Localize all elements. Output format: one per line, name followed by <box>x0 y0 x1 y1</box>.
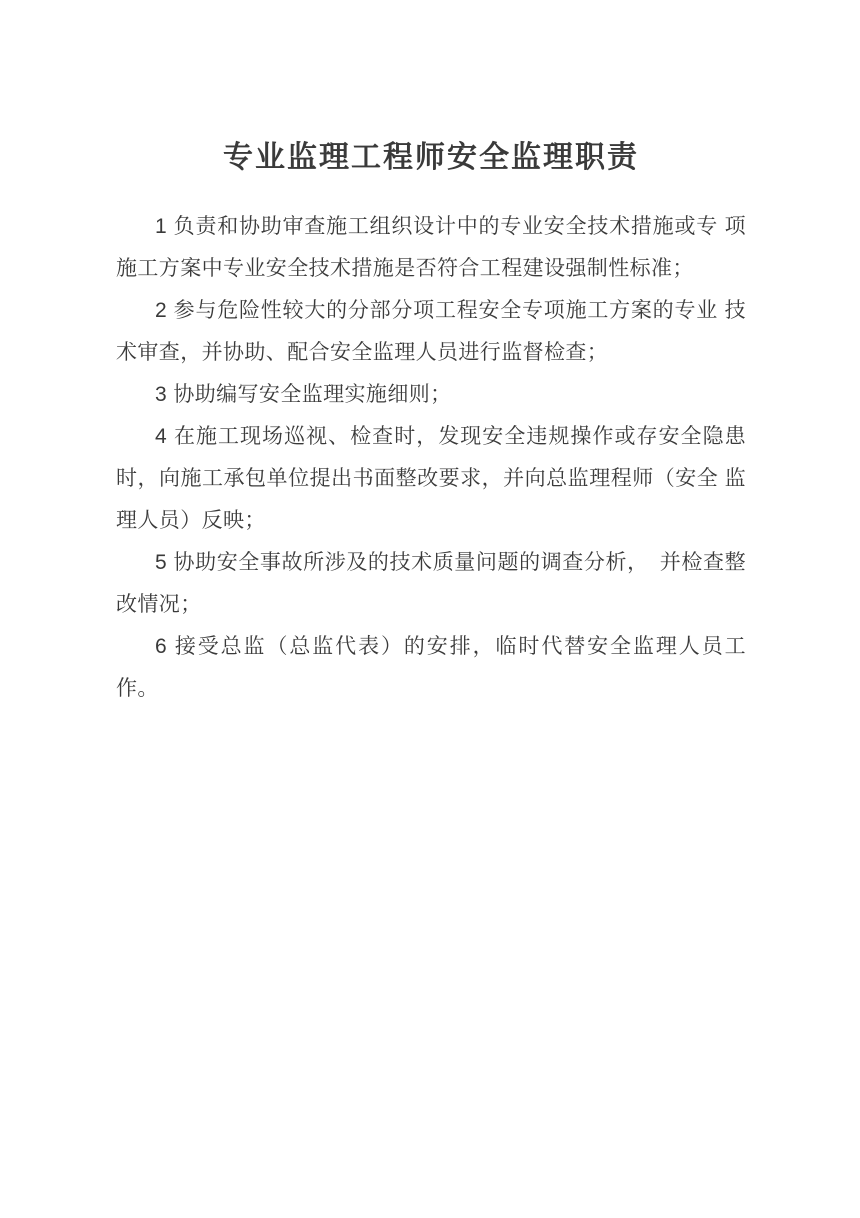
paragraph-2: 2 参与危险性较大的分部分项工程安全专项施工方案的专业 技术审查，并协助、配合安全监理人员进行监督检查； <box>116 299 746 364</box>
paragraph-4: 4 在施工现场巡视、检查时，发现安全违规操作或存安全隐患 时，向施工承包单位提出书面整改要求，并向总监理程师（安全 监理人员）反映； <box>116 425 753 532</box>
document-title: 专业监理工程师安全监理职责 <box>223 141 639 174</box>
paragraph-3: 3 协助编写安全监理实施细则； <box>155 383 452 406</box>
paragraph-1: 1 负责和协助审查施工组织设计中的专业安全技术措施或专 项施工方案中专业安全技术措施是否符合工程建设强制性标准； <box>116 215 746 280</box>
paragraph-5: 5 协助安全事故所涉及的技术质量问题的调查分析， 并检查整改情况； <box>116 551 746 616</box>
paragraph-6: 6 接受总监（总监代表）的安排，临时代替安全监理人员工作。 <box>116 635 746 700</box>
